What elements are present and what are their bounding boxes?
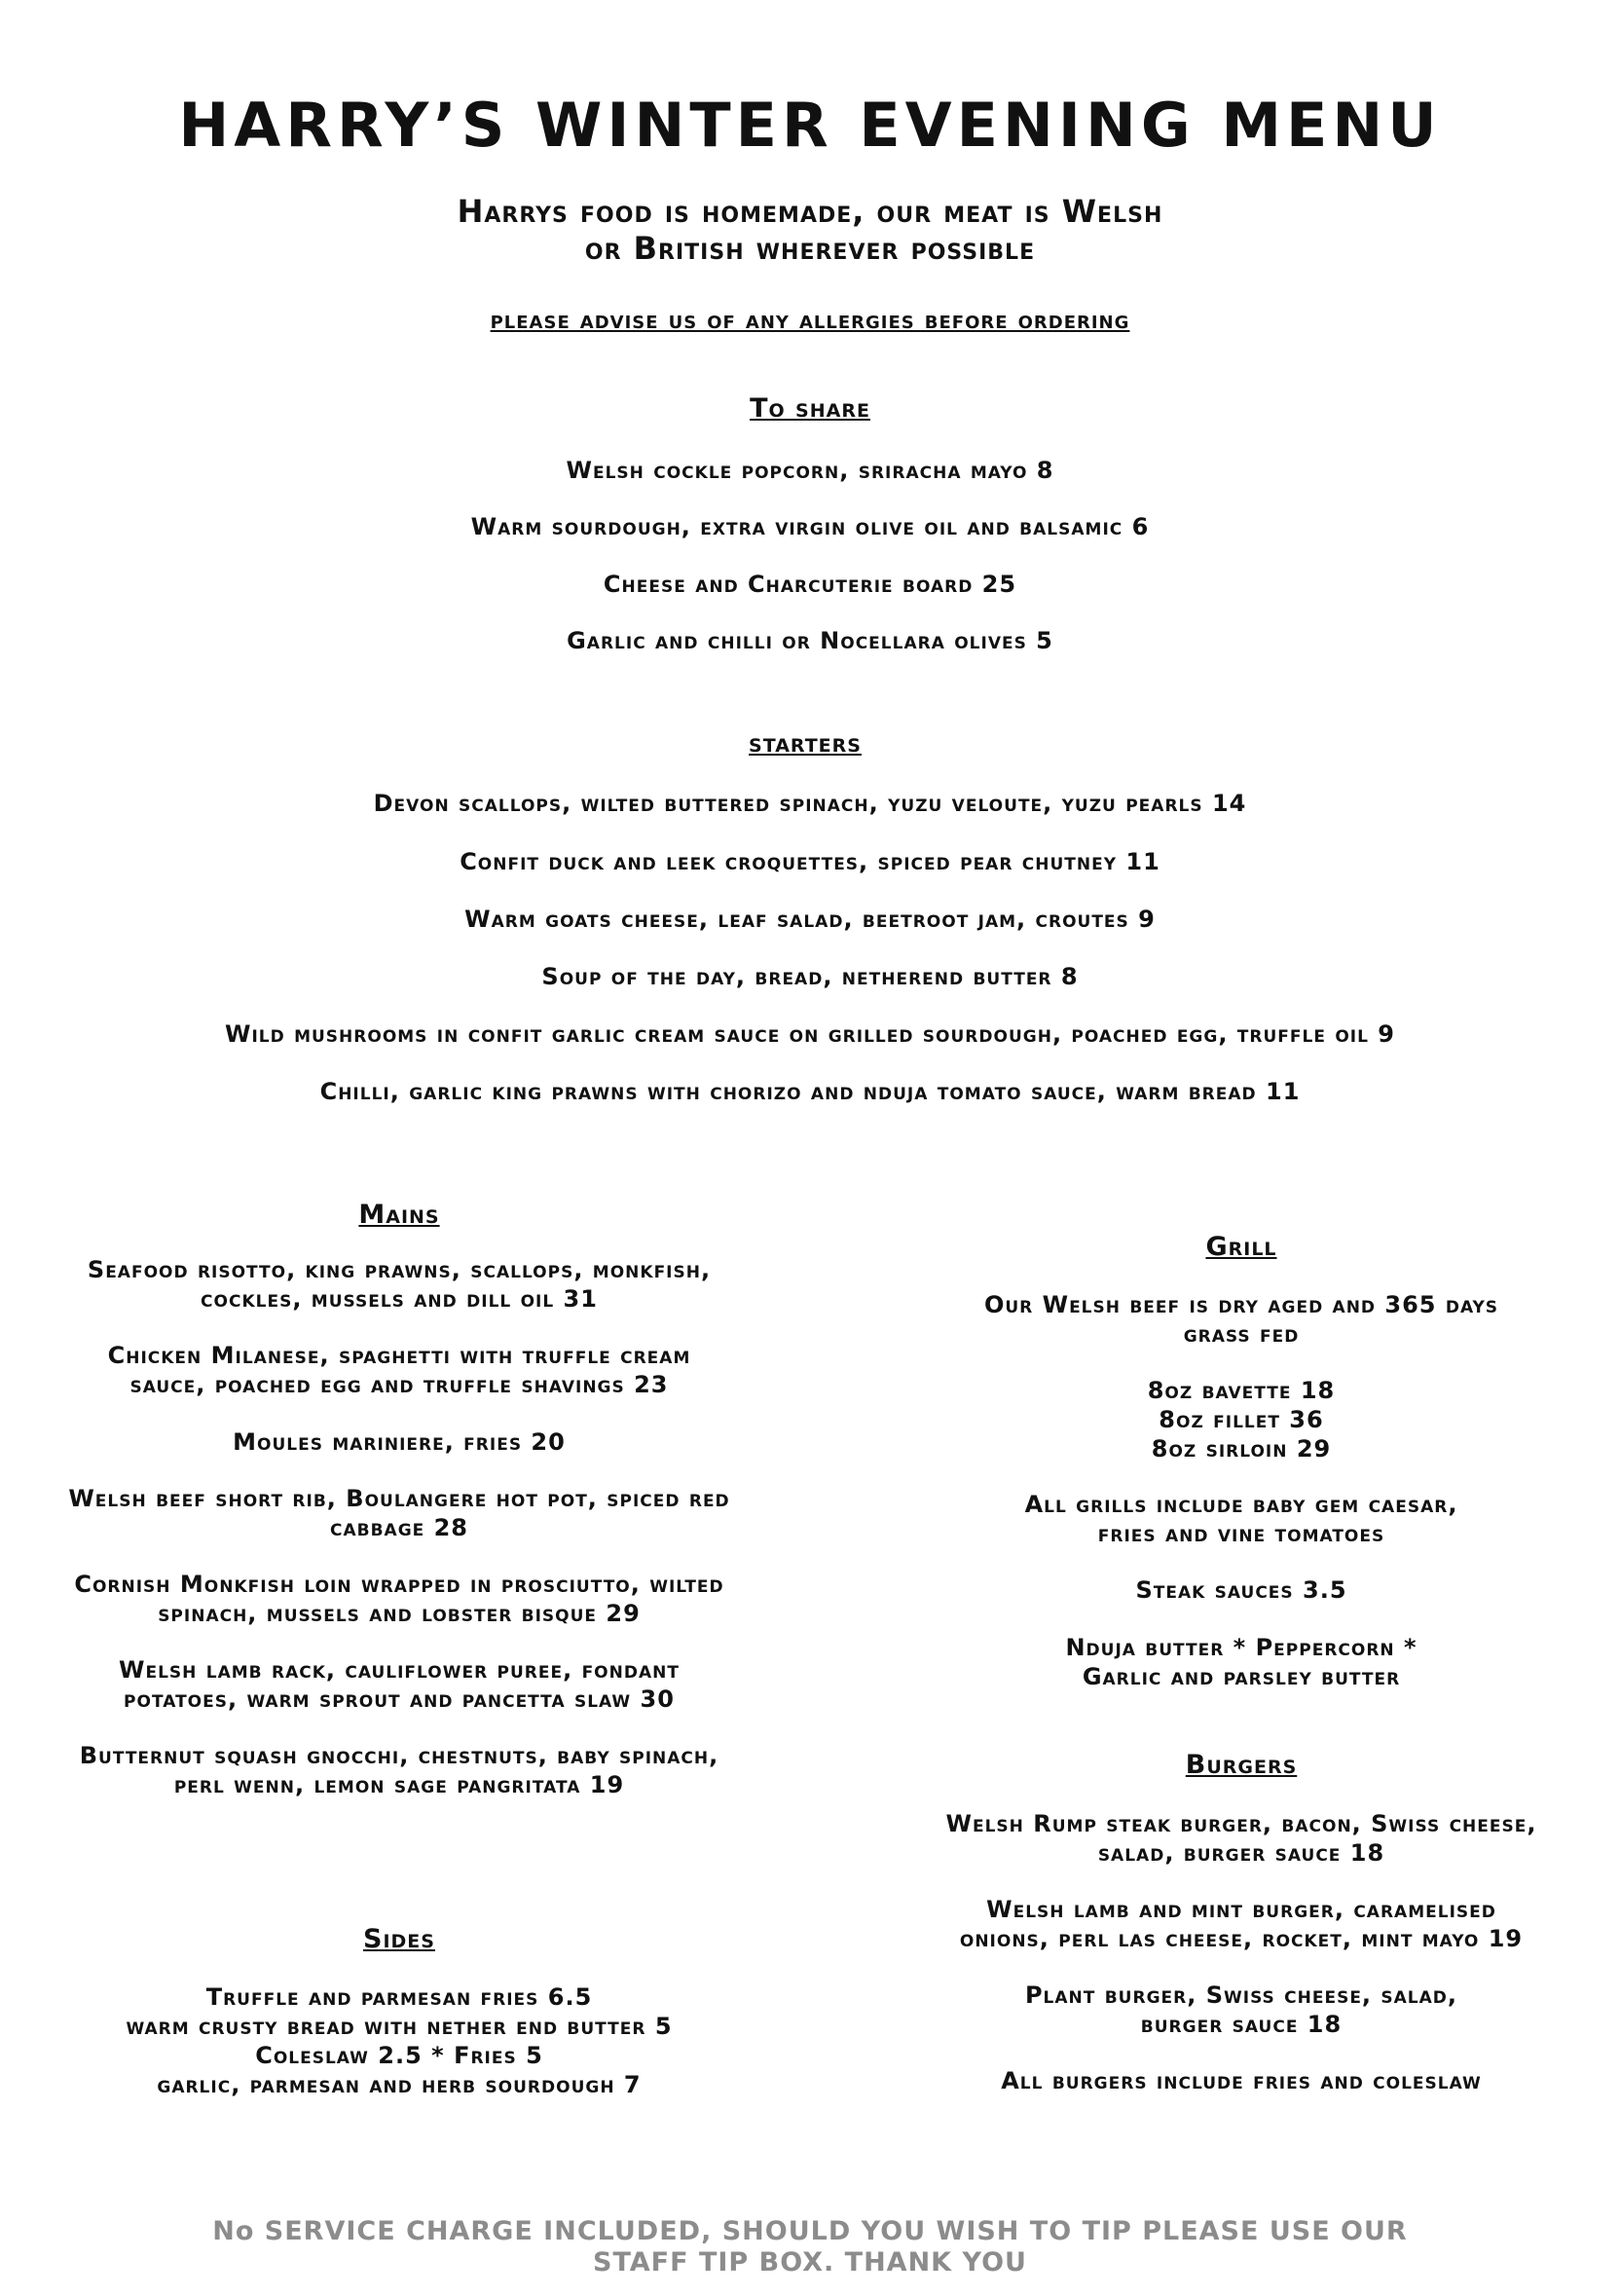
side-item: Truffle and parmesan fries 6.5 bbox=[205, 1983, 593, 2011]
main-item bbox=[0, 1741, 798, 1799]
sides-list bbox=[0, 1982, 798, 2099]
main-item bbox=[0, 1255, 798, 1314]
grill-cut: 8oz bavette 18 bbox=[1147, 1377, 1336, 1404]
main-item-line: Chicken Milanese, spaghetti with truffle cream bbox=[107, 1342, 691, 1369]
main-item-line: cabbage 28 bbox=[329, 1514, 469, 1541]
intro-line: or British wherever possible bbox=[584, 230, 1036, 267]
steak-sauce-line: Garlic and parsley butter bbox=[1082, 1663, 1401, 1690]
starter-item: Soup of the day, bread, netherend butter 8 bbox=[541, 963, 1079, 990]
main-item-line: Welsh lamb rack, cauliflower puree, fondant bbox=[119, 1656, 680, 1684]
grill-includes bbox=[866, 1490, 1616, 1548]
burger-item-line: Plant burger, Swiss cheese, salad, bbox=[1024, 1981, 1458, 2009]
side-item: warm crusty bread with nether end butter 5 bbox=[126, 2013, 673, 2040]
burger-item-line: burger sauce 18 bbox=[1140, 2011, 1343, 2038]
starters-heading: starters bbox=[749, 728, 862, 759]
burgers-heading: Burgers bbox=[1185, 1750, 1298, 1780]
starter-item: Warm goats cheese, leaf salad, beetroot jam, croutes 9 bbox=[464, 906, 1156, 933]
burger-item bbox=[866, 1981, 1616, 2039]
steak-sauces-title: Steak sauces 3.5 bbox=[1135, 1576, 1347, 1604]
grill-includes-line: All grills include baby gem caesar, bbox=[1024, 1491, 1458, 1518]
starter-item: Chilli, garlic king prawns with chorizo and nduja tomato sauce, warm bread 11 bbox=[319, 1078, 1301, 1105]
to-share-item: Garlic and chilli or Nocellara olives 5 bbox=[567, 627, 1053, 654]
main-item-line: Seafood risotto, king prawns, scallops, monkfish, bbox=[87, 1256, 712, 1283]
grill-intro-line: grass fed bbox=[1183, 1320, 1300, 1348]
main-item-line: cockles, mussels and dill oil 31 bbox=[201, 1285, 598, 1313]
menu-intro bbox=[0, 193, 1620, 267]
burger-item bbox=[866, 1809, 1616, 1868]
side-item: garlic, parmesan and herb sourdough 7 bbox=[157, 2071, 642, 2098]
grill-cut: 8oz sirloin 29 bbox=[1151, 1435, 1332, 1463]
steak-sauces bbox=[866, 1633, 1616, 1691]
burger-item-line: salad, burger sauce 18 bbox=[1097, 1839, 1385, 1867]
intro-line: Harrys food is homemade, our meat is Welsh bbox=[457, 193, 1163, 230]
to-share-item: Welsh cockle popcorn, sriracha mayo 8 bbox=[566, 457, 1054, 484]
main-item bbox=[0, 1484, 798, 1542]
grill-intro-line: Our Welsh beef is dry aged and 365 days bbox=[983, 1291, 1499, 1318]
main-item bbox=[0, 1655, 798, 1714]
mains-heading: Mains bbox=[358, 1200, 440, 1230]
menu-title: HARRY’S WINTER EVENING MENU bbox=[178, 90, 1442, 161]
service-charge-footer bbox=[195, 2216, 1425, 2278]
main-item bbox=[0, 1427, 798, 1457]
to-share-item: Cheese and Charcuterie board 25 bbox=[603, 571, 1017, 598]
grill-intro bbox=[866, 1290, 1616, 1349]
grill-heading: Grill bbox=[1205, 1232, 1277, 1262]
main-item-line: Butternut squash gnocchi, chestnuts, baby spinach, bbox=[79, 1742, 719, 1769]
burger-item-line: Welsh lamb and mint burger, caramelised bbox=[986, 1896, 1496, 1923]
main-item bbox=[0, 1341, 798, 1399]
grill-includes-line: fries and vine tomatoes bbox=[1097, 1520, 1385, 1547]
burger-item-line: onions, perl las cheese, rocket, mint mayo 19 bbox=[959, 1925, 1524, 1952]
burger-item-line: Welsh Rump steak burger, bacon, Swiss cheese, bbox=[945, 1810, 1537, 1837]
steak-sauce-line: Nduja butter * Peppercorn * bbox=[1065, 1634, 1418, 1661]
main-item-line: Welsh beef short rib, Boulangere hot pot, spiced red bbox=[68, 1485, 730, 1512]
burgers-note: All burgers include fries and coleslaw bbox=[1001, 2067, 1482, 2094]
burger-item bbox=[866, 1895, 1616, 1953]
main-item-line: Moules mariniere, fries 20 bbox=[233, 1428, 566, 1456]
footer-line: STAFF TIP BOX. THANK YOU bbox=[593, 2247, 1027, 2277]
allergy-notice: please advise us of any allergies before ordering bbox=[490, 306, 1130, 335]
main-item bbox=[0, 1570, 798, 1628]
grill-cuts bbox=[866, 1376, 1616, 1463]
main-item-line: sauce, poached egg and truffle shavings 23 bbox=[129, 1371, 669, 1398]
main-item-line: Cornish Monkfish loin wrapped in prosciutto, wilted bbox=[74, 1571, 724, 1598]
starter-item: Wild mushrooms in confit garlic cream sauce on grilled sourdough, poached egg, truffle oil 9 bbox=[224, 1020, 1395, 1048]
footer-line: No SERVICE CHARGE INCLUDED, SHOULD YOU WISH TO TIP PLEASE USE OUR bbox=[212, 2216, 1408, 2246]
to-share-item: Warm sourdough, extra virgin olive oil and balsamic 6 bbox=[470, 513, 1150, 540]
sides-heading: Sides bbox=[363, 1924, 435, 1954]
main-item-line: potatoes, warm sprout and pancetta slaw 30 bbox=[124, 1685, 675, 1713]
side-item: Coleslaw 2.5 * Fries 5 bbox=[255, 2042, 543, 2069]
to-share-heading: To share bbox=[750, 393, 870, 424]
main-item-line: perl wenn, lemon sage pangritata 19 bbox=[173, 1771, 625, 1798]
starter-item: Confit duck and leek croquettes, spiced pear chutney 11 bbox=[460, 848, 1160, 875]
main-item-line: spinach, mussels and lobster bisque 29 bbox=[158, 1600, 641, 1627]
starter-item: Devon scallops, wilted buttered spinach, yuzu veloute, yuzu pearls 14 bbox=[373, 790, 1247, 817]
grill-cut: 8oz fillet 36 bbox=[1159, 1406, 1324, 1433]
